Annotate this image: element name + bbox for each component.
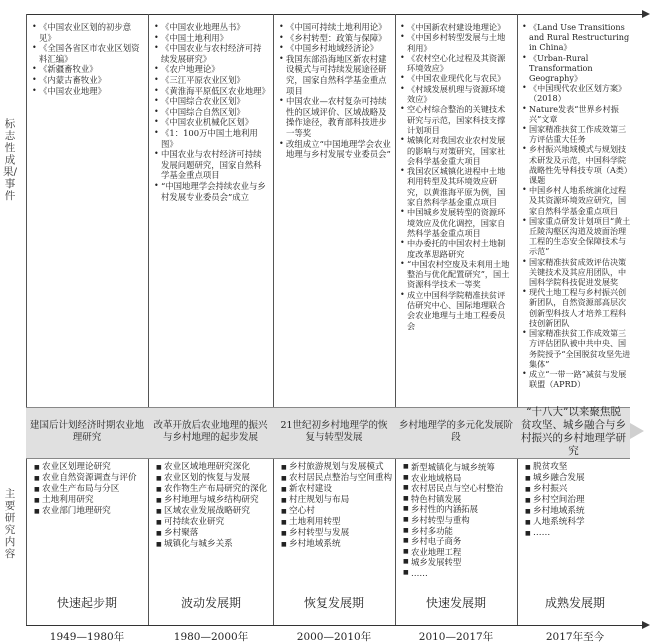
topic-item: ■ 农业部门地理研究 [34,506,146,517]
bottom-timeline-axis [26,625,646,626]
topic-item: ■ 农村居民点整治与空间重构 [281,473,393,484]
event-item: • 成立中国科学院精准扶贫评估研究中心、国际地理联合会农业地理与土地工程委员会 [400,290,513,331]
event-item: • 《农村空心化过程及其资源环境效应》 [400,53,513,74]
topic-item: ■ 区域农业发展战略研究 [156,506,271,517]
topic-item: ■ 乡村转型与发展 [281,528,393,539]
stage-band-arrow-icon [630,423,644,439]
stage-title-period-2: 改革开放后农业地理的振兴与乡村地理的起步发展 [153,419,268,443]
event-item: • 《三江平原农业区划》 [154,75,268,86]
year-range-period-4: 2010—2017年 [418,631,494,643]
topic-item: ■ 农业生产布局与分区 [34,484,146,495]
event-item: • 《乡村转型：政策与保障》 [279,33,391,44]
events-list-period-5 [522,22,634,389]
event-item: • 《中国农业机械化区划》 [154,117,268,128]
divider-2 [148,14,149,625]
divider-1 [26,14,27,625]
top-timeline-axis [26,14,646,15]
event-item: • 《中国农业区划的初步意见》 [32,22,142,43]
stage-title-period-3: 21世纪初乡村地理学的恢复与转型发展 [280,419,388,443]
event-item: • 《中国乡村地域经济论》 [279,43,391,54]
side-label-events: 标志性成果/事件 [2,118,18,202]
topic-item: ■ 乡村地理与城乡结构研究 [156,495,271,506]
event-item: • 中国农业—农村复杂可持续性的区域评价、区域战略及操作途径，教育部科技进步一等奖 [279,96,391,138]
event-item: • 《中国土地利用》 [154,33,268,44]
divider-4 [395,14,396,625]
event-item: • 《中国可持续土地利用论》 [279,22,391,33]
event-item: • 《中国农业地理》 [32,86,142,97]
event-item: • 现代土地工程与乡村振兴创新团队，自然资源部高层次创新型科技人才培养工程科技创新团队 [522,287,634,328]
topic-item: ■ 新型城镇化与城乡统筹 [403,462,515,473]
event-item: • Nature发表“世界乡村振兴”文章 [522,104,634,124]
event-item: • 《中国乡村转型发展与土地利用》 [400,32,513,53]
event-item: • “中国农村空废及未利用土地整治与优化配置研究”，国土资源科学技术一等奖 [400,259,513,290]
topic-item: ■ 农业区划理论研究 [34,462,146,473]
event-item: • 《中国农业现代化与农民》 [400,73,513,83]
event-item: • 《黄淮海平原低区农业地理》 [154,86,268,97]
event-item: • 《中国综合自然区划》 [154,107,268,118]
event-item: • 《中国现代农业区划方案》（2018） [522,83,634,103]
event-item: • “中国地理学会持续农业与乡村发展专业委员会”成立 [154,181,268,202]
topic-item: ■ 城乡融合发展 [525,473,635,484]
topic-item: ■ 农业地域格局 [403,473,515,484]
event-item: • 《Urban-Rural Transformation Geography》 [522,53,634,84]
divider-3 [273,14,274,625]
topic-item: ■ 乡村空间治理 [525,495,635,506]
topic-item: ■ …… [525,528,635,539]
event-item: • 《新疆畜牧业》 [32,64,142,75]
phase-label-period-5: 成熟发展期 [544,596,605,610]
event-item: • 成立“一带一路”减贫与发展联盟（APRD） [522,369,634,389]
phase-label-period-3: 恢复发展期 [303,596,364,610]
year-range-period-2: 1980—2000年 [173,631,249,643]
topic-item: ■ 城乡发展转型 [403,557,515,568]
event-item: • 我国东部沿海地区新农村建设模式与可持续发展途径研究，国家自然科学基金重点项目 [279,54,391,96]
event-item: • 《中国农业地理丛书》 [154,22,268,33]
divider-5 [517,14,518,625]
stage-title-period-1: 建国后计划经济时期农业地理研究 [30,419,145,443]
topic-item: ■ 乡村聚落 [156,528,271,539]
topic-item: ■ 城镇化与城乡关系 [156,539,271,550]
topic-item: ■ 空心村 [281,506,393,517]
topic-item: ■ 新农村建设 [281,484,393,495]
topic-item: ■ 农业自然资源调查与评价 [34,473,146,484]
topic-item: ■ 乡村多功能 [403,526,515,537]
year-range-period-5: 2017年至今 [545,631,605,643]
event-item: • 中国乡村人地系统演化过程及其资源环境效应研究，国家自然科学基金重点项目 [522,185,634,216]
topic-item: ■ 乡村地域系统 [525,506,635,517]
event-item: • 《Land Use Transitions and Rural Restructuring in China》 [522,22,634,53]
topic-item: ■ 特色村镇发展 [403,494,515,505]
topic-item: ■ 人地系统科学 [525,517,635,528]
topic-item: ■ 土地利用转型 [281,517,393,528]
topics-list-period-4 [403,462,515,579]
event-item: • 《全国各省区市农业区划资料汇编》 [32,43,142,64]
event-item: • 《内蒙古畜牧业》 [32,75,142,86]
event-item: • 中办委托的中国农村土地制度改革思路研究 [400,238,513,259]
events-list-period-4 [400,22,513,331]
events-list-period-1 [32,22,142,96]
event-item: • 国家重点研发计划项目“黄土丘陵沟壑区沟道及坡面治理工程的生态安全保障技术与示范” [522,216,634,257]
events-list-period-3 [279,22,391,160]
topic-item: ■ …… [403,568,515,579]
event-item: • 空心村综合整治的关键技术研究与示范，国家科技支撑计划项目 [400,104,513,135]
topic-item: ■ 乡村旅游规划与发展模式 [281,462,393,473]
event-item: • 国家精准扶贫成效评估决策关键技术及其应用团队，中国科学院科技促进发展奖 [522,257,634,288]
event-item: • 《村域发展机理与资源环境效应》 [400,84,513,105]
topic-item: ■ 乡村转型与重构 [403,515,515,526]
event-item: • 城镇化对我国农业农村发展的影响与对策研究，国家社会科学基金重大项目 [400,135,513,166]
event-item: • 中国城乡发展转型的资源环境效应及优化调控，国家自然科学基金重点项目 [400,207,513,238]
topic-item: ■ 农业区域地理研究深化 [156,462,271,473]
event-item: • 《中国新农村建设地理论》 [400,22,513,32]
topic-item: ■ 农作物生产布局研究的深化 [156,484,271,495]
topic-item: ■ 乡村性的内涵拓展 [403,504,515,515]
year-range-period-1: 1949—1980年 [49,631,125,643]
phase-label-period-2: 波动发展期 [180,596,241,610]
topic-item: ■ 农村居民点与空心村整治 [403,483,515,494]
topic-item: ■ 可持续农业研究 [156,517,271,528]
topic-item: ■ 乡村地域系统 [281,539,393,550]
topic-item: ■ 土地利用研究 [34,495,146,506]
topics-list-period-3 [281,462,393,550]
topic-item: ■ 农业区划的恢复与发展 [156,473,271,484]
bottom-axis-arrow-icon [642,621,650,629]
event-item: • 《1：100万中国土地利用图》 [154,128,268,149]
topics-list-period-1 [34,462,146,517]
year-range-period-3: 2000—2010年 [296,631,372,643]
phase-label-period-1: 快速起步期 [56,596,117,610]
events-list-period-2 [154,22,268,202]
topic-item: ■ 农业地理工程 [403,547,515,558]
topics-list-period-5 [525,462,635,539]
event-item: • 中国农业与农村经济可持续发展问题研究，国家自然科学基金重点项目 [154,149,268,181]
topics-list-period-2 [156,462,271,550]
topic-item: ■ 脱贫攻坚 [525,462,635,473]
topic-item: ■ 村庄规划与布局 [281,495,393,506]
topic-item: ■ 乡村振兴 [525,484,635,495]
side-label-topics: 主要研究内容 [4,488,16,560]
stage-title-period-4: 乡村地理学的多元化发展阶段 [399,419,514,443]
event-item: • 国家精准扶贫工作成效第三方评估团队被中共中央、国务院授予“全国脱贫攻坚先进集体” [522,328,634,369]
stage-title-period-5: “十八大”以来聚焦脱贫攻坚、城乡融合与乡村振兴的乡村地理学研究 [521,406,626,457]
event-item: • 《中国农业与农村经济可持续发展研究》 [154,43,268,64]
topic-item: ■ 乡村电子商务 [403,536,515,547]
event-item: • 改组成立“中国地理学会农业地理与乡村发展专业委员会” [279,139,391,160]
event-item: • 《农户地理论》 [154,64,268,75]
event-item: • 乡村振兴地域模式与规划技术研发及示范，中国科学院战略性先导科技专项（A类）课题 [522,144,634,185]
top-axis-arrow-icon [642,10,650,18]
event-item: • 《中国综合农业区划》 [154,96,268,107]
phase-label-period-4: 快速发展期 [425,596,486,610]
event-item: • 我国农区城镇化进程中土地利用转型及其环境效应研究，以黄淮海平原为例，国家自然科学基金重点项目 [400,166,513,207]
event-item: • 国家精准扶贫工作成效第三方评估重大任务 [522,124,634,144]
